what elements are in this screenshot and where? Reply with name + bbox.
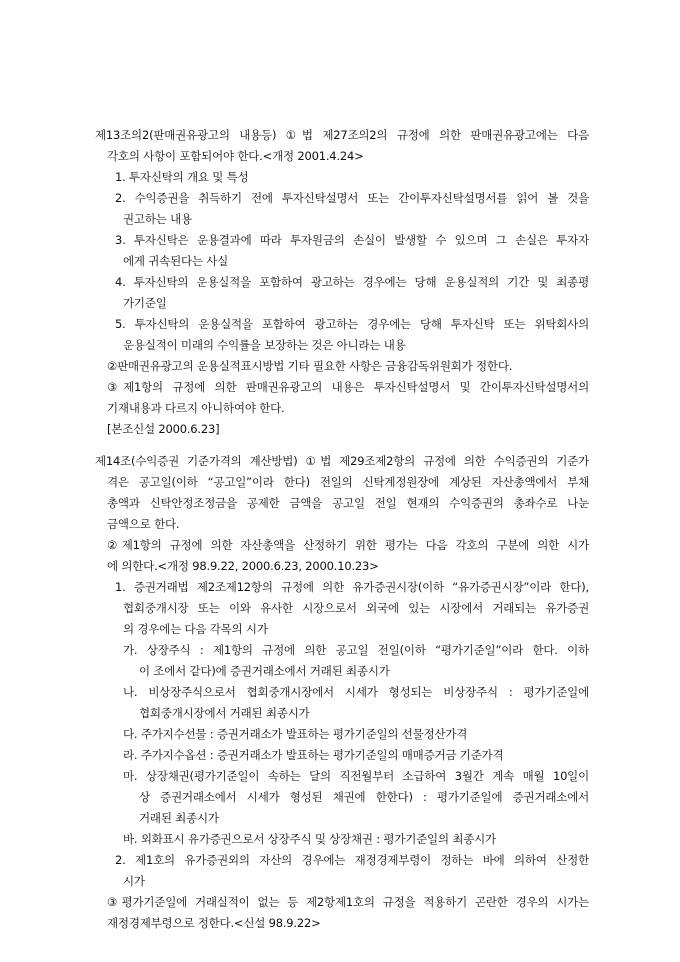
paragraph: ③평가기준일에 거래실적이 없는 등 제2항제1호의 규정을 적용하기 곤란한 경우의 시가는 — [107, 895, 589, 909]
text-line: 에게 귀속된다는 사실 — [123, 254, 229, 268]
sub-item: 바. 외화표시 유가증권으로서 상장주식 및 상장채권 : 평가기준일의 최종시가 — [123, 832, 496, 846]
text-line: 금액으로 한다. — [107, 517, 180, 531]
note-line: [본조신설 2000.6.23] — [107, 422, 220, 436]
list-item: 3. 투자신탁은 운용결과에 따라 투자원금의 손실이 발생할 수 있으며 그 손실은 투자자 — [115, 233, 589, 247]
text-line: 협회중개시장에서 거래된 최종시가 — [139, 706, 310, 720]
list-item: 1. 증권거래법 제2조제12항의 규정에 의한 유가증권시장(이하 “유가증권시장”이라 한다), — [115, 580, 589, 594]
list-item: 2. 제1호의 유가증권외의 자산의 경우에는 재정경제부령이 정하는 바에 의하여 산정한 — [115, 853, 589, 867]
sub-item: 마. 상장채권(평가기준일이 속하는 달의 직전월부터 소급하여 3월간 계속 매월 10일이 — [123, 769, 589, 783]
text-line: 협회중개시장 또는 이와 유사한 시장으로서 외국에 있는 시장에서 거래되는 유가증권 — [123, 601, 589, 615]
text-line: 권고하는 내용 — [123, 212, 192, 226]
text-line: 의 경우에는 다음 각목의 시가 — [123, 622, 268, 636]
list-item: 1. 투자신탁의 개요 및 특성 — [115, 170, 249, 184]
text-line: 에 의한다.<개정 98.9.22, 2000.6.23, 2000.10.23> — [107, 559, 379, 573]
text-line: 각호의 사항이 포함되어야 한다.<개정 2001.4.24> — [107, 149, 364, 163]
text-line: 시가 — [123, 874, 145, 888]
article-title: 제13조의2(판매권유광고의 내용등) ①법 제27조의2의 규정에 의한 판매권유광고에는 다음 — [95, 128, 589, 142]
paragraph: ②제1항의 규정에 의한 자산총액을 산정하기 위한 평가는 다음 각호의 구분에 의한 시가 — [107, 538, 589, 552]
text-line: 격은 공고일(이하 “공고일”이라 한다) 전일의 신탁계정원장에 계상된 자산총액에서 부채 — [107, 475, 589, 489]
sub-item: 가. 상장주식 : 제1항의 규정에 의한 공고일 전일(이하 “평가기준일”이라 한다. 이하 — [123, 643, 589, 657]
paragraph: ②판매권유광고의 운용실적표시방법 기타 필요한 사항은 금융감독위원회가 정한다. — [107, 359, 513, 373]
text-line: 가기준일 — [123, 296, 167, 310]
list-item: 5. 투자신탁의 운용실적을 포함하여 광고하는 경우에는 당해 투자신탁 또는 위탁회사의 — [115, 317, 589, 331]
text-line: 운용실적이 미래의 수익률을 보장하는 것은 아니라는 내용 — [123, 338, 406, 352]
text-line: 총액과 신탁안정조정금을 공제한 금액을 공고일 전일 현재의 수익증권의 총좌수로 나눈 — [107, 496, 589, 510]
sub-item: 나. 비상장주식으로서 협회중개시장에서 시세가 형성되는 비상장주식 : 평가기준일에 — [123, 685, 589, 699]
paragraph: ③제1항의 규정에 의한 판매권유광고의 내용은 투자신탁설명서 및 간이투자신탁설명서의 — [107, 380, 589, 394]
text-line: 상 증권거래소에서 시세가 형성된 채권에 한한다) : 평가기준일에 증권거래소에서 — [139, 790, 589, 804]
list-item: 4. 투자신탁의 운용실적을 포함하여 광고하는 경우에는 당해 운용실적의 기간 및 최종평 — [115, 275, 589, 289]
text-line: 이 조에서 같다)에 증권거래소에서 거래된 최종시가 — [139, 664, 390, 678]
text-line: 기재내용과 다르지 아니하여야 한다. — [107, 401, 285, 415]
text-line: 재정경제부령으로 정한다.<신설 98.9.22> — [107, 916, 321, 930]
list-item: 2. 수익증권을 취득하기 전에 투자신탁설명서 또는 간이투자신탁설명서를 읽어 볼 것을 — [115, 191, 589, 205]
text-line: 거래된 최종시가 — [139, 811, 219, 825]
sub-item: 라. 주가지수옵션 : 증권거래소가 발표하는 평가기준일의 매매증거금 기준가격 — [123, 748, 504, 762]
sub-item: 다. 주가지수선물 : 증권거래소가 발표하는 평가기준일의 선물정산가격 — [123, 727, 468, 741]
article-title: 제14조(수익증권 기준가격의 계산방법) ①법 제29조제2항의 규정에 의한 수익증권의 기준가 — [95, 454, 589, 468]
